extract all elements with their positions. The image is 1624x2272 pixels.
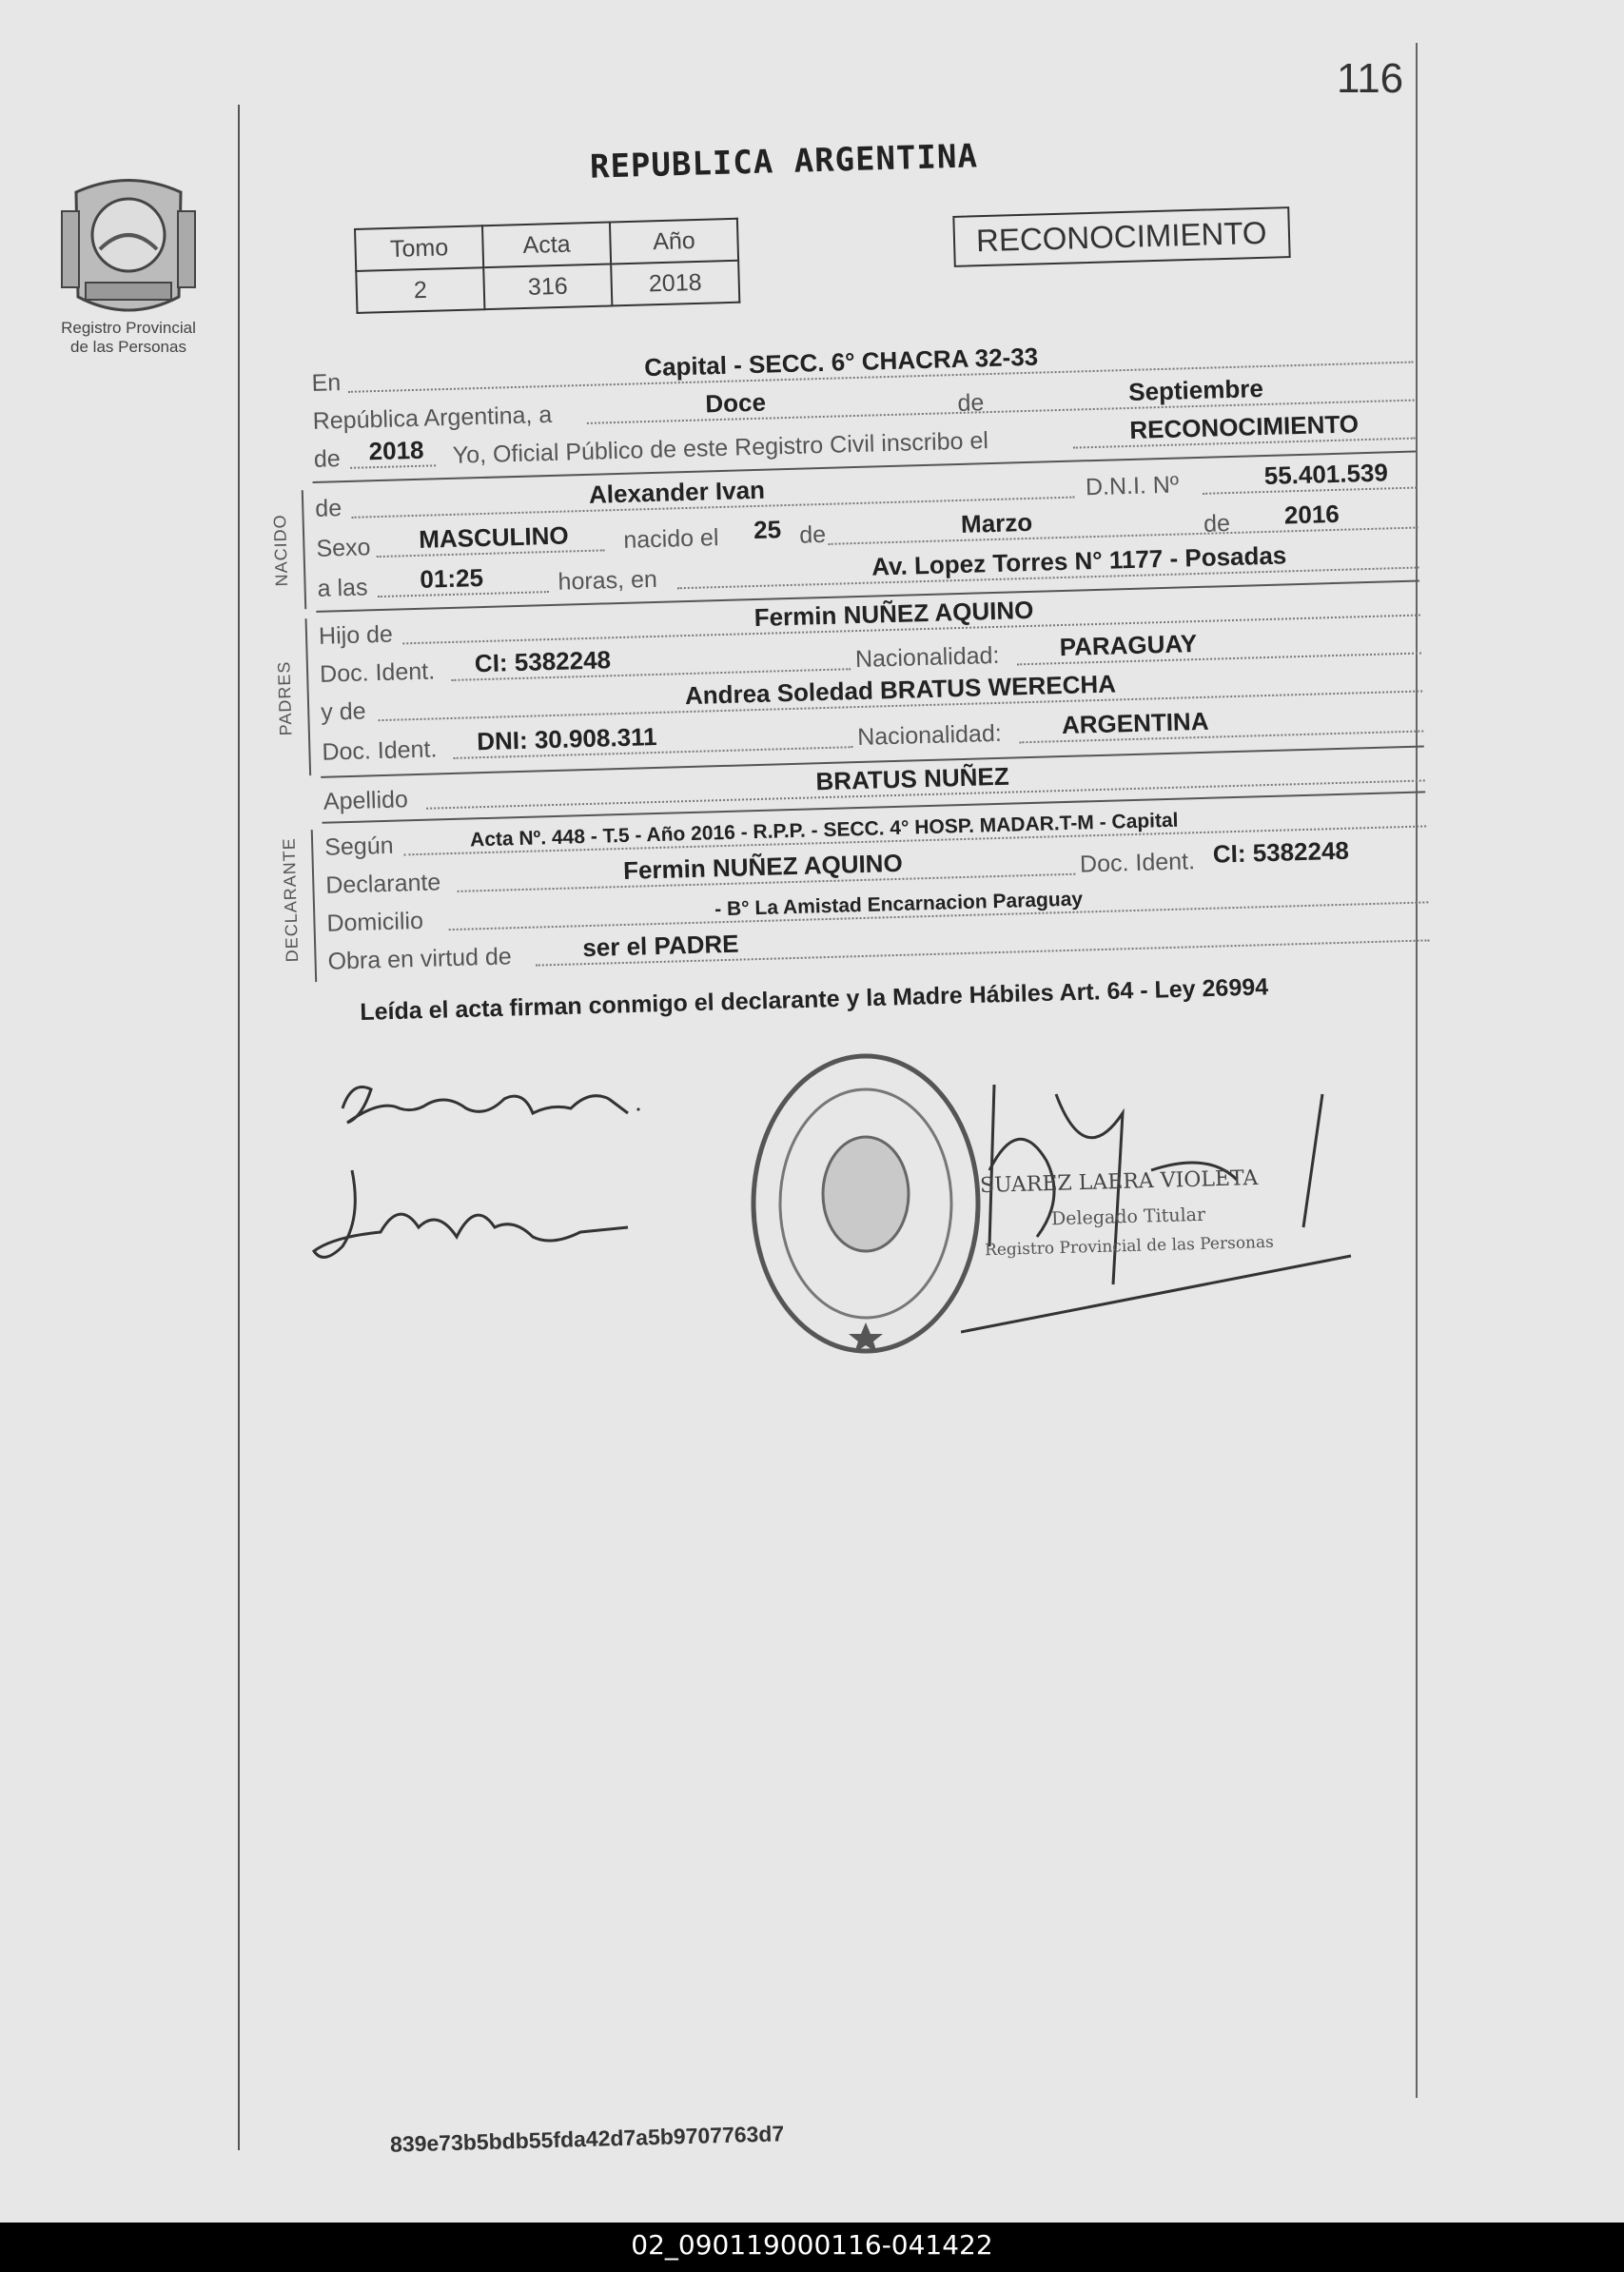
value-father-name: Fermin NUÑEZ AQUINO: [753, 595, 1034, 633]
label-nacido-el: nacido el: [622, 524, 719, 554]
value-reference: Acta Nº. 448 - T.5 - Año 2016 - R.P.P. - SECC. 4° HOSP. MADAR.T-M - Capital: [469, 809, 1179, 852]
value-father-nationality: PARAGUAY: [1059, 629, 1198, 662]
value-day: Doce: [704, 387, 767, 419]
register-header-ano: Año: [610, 219, 738, 264]
registry-caption-line1: Registro Provincial: [61, 319, 196, 337]
signature-father: [323, 1070, 666, 1146]
label-y-de: y de: [320, 697, 366, 726]
label-domicilio: Domicilio: [326, 907, 424, 937]
label-hijo-de: Hijo de: [318, 620, 394, 650]
officer-office: Registro Provincial de las Personas: [984, 1232, 1275, 1261]
register-value-ano: 2018: [611, 261, 739, 306]
section-bar-padres: [305, 618, 312, 775]
label-officer: Yo, Oficial Público de este Registro Civil inscribo el: [452, 427, 989, 469]
value-declarant-doc: CI: 5382248: [1212, 835, 1350, 869]
value-declarant-name: Fermin NUÑEZ AQUINO: [622, 848, 904, 885]
label-de-child: de: [314, 495, 342, 522]
value-birth-month: Marzo: [960, 507, 1033, 539]
value-mother-doc: DNI: 30.908.311: [476, 721, 657, 756]
label-doc-ident-father: Doc. Ident.: [319, 657, 436, 688]
section-bar-nacido: [302, 490, 306, 609]
signature-officer: [961, 1056, 1360, 1342]
record-form: [269, 330, 1445, 1028]
section-label-declarante: DECLARANTE: [279, 836, 303, 963]
label-obra: Obra en virtud de: [327, 943, 513, 975]
section-label-padres: PADRES: [274, 660, 296, 736]
label-en: En: [311, 369, 342, 397]
section-label-nacido: NACIDO: [269, 514, 292, 587]
label-segun: Según: [323, 832, 394, 861]
value-birth-place: Av. Lopez Torres N° 1177 - Posadas: [871, 540, 1287, 581]
label-de-year: de: [313, 445, 342, 473]
value-birth-year: 2016: [1283, 499, 1340, 530]
label-de-month: de: [1203, 510, 1231, 538]
register-header-tomo: Tomo: [355, 225, 483, 271]
register-value-tomo: 2: [356, 267, 484, 313]
register-table: [354, 218, 740, 314]
document-hash: 839e73b5bdb55fda42d7a5b9707763d7: [389, 2121, 785, 2157]
province-emblem-icon: [57, 164, 200, 325]
label-nacionalidad-father: Nacionalidad:: [854, 641, 1000, 674]
left-margin-rule: [238, 105, 240, 2150]
document-title: REPUBLICA ARGENTINA: [589, 137, 979, 186]
label-dni: D.N.I. Nº: [1085, 471, 1180, 501]
value-mother-nationality: ARGENTINA: [1061, 706, 1209, 740]
label-doc-ident-declarant: Doc. Ident.: [1079, 848, 1196, 878]
value-birth-time: 01:25: [420, 562, 484, 594]
officer-name: SUAREZ LAERA VIOLETA: [979, 1165, 1259, 1199]
signature-mother: [304, 1161, 647, 1275]
label-de-day: de: [798, 520, 827, 549]
label-apellido: Apellido: [323, 786, 409, 815]
value-birth-day: 25: [753, 515, 782, 545]
page-number: 116: [1337, 55, 1404, 102]
value-child-name: Alexander Ivan: [588, 475, 766, 509]
label-republica: República Argentina, a: [312, 401, 553, 435]
label-nacionalidad-mother: Nacionalidad:: [856, 719, 1003, 752]
value-act-type: RECONOCIMIENTO: [1128, 409, 1360, 444]
value-mother-name: Andrea Soledad BRATUS WERECHA: [684, 669, 1117, 711]
officer-role: Delegado Titular: [1050, 1204, 1206, 1230]
official-seal-icon: [747, 1047, 985, 1361]
value-place: Capital - SECC. 6° CHACRA 32-33: [643, 342, 1039, 382]
registry-caption-line2: de las Personas: [70, 338, 186, 356]
record-type-box: RECONOCIMIENTO: [952, 206, 1290, 267]
value-father-doc: CI: 5382248: [474, 645, 612, 678]
value-address: - B° La Amistad Encarnacion Paraguay: [714, 888, 1084, 921]
register-header-acta: Acta: [482, 222, 611, 267]
label-a-las: a las: [317, 574, 368, 602]
label-sexo: Sexo: [316, 534, 371, 562]
value-sex: MASCULINO: [418, 520, 570, 554]
label-de: de: [957, 389, 985, 417]
footer-id: 02_090119000116-041422: [631, 2229, 993, 2261]
value-year: 2018: [368, 435, 424, 466]
value-surname: BRATUS NUÑEZ: [815, 761, 1010, 796]
register-value-acta: 316: [483, 264, 612, 309]
label-doc-ident-mother: Doc. Ident.: [322, 735, 438, 766]
value-capacity: ser el PADRE: [581, 929, 739, 963]
value-child-dni: 55.401.539: [1263, 458, 1389, 491]
value-month: Septiembre: [1127, 374, 1264, 406]
label-declarante: Declarante: [324, 869, 441, 899]
section-bar-declarante: [311, 830, 317, 982]
label-horas: horas, en: [558, 565, 658, 596]
legal-note: Leída el acta firman conmigo el declarante y la Madre Hábiles Art. 64 - Ley 26994: [360, 973, 1269, 1026]
registry-caption: [38, 319, 219, 357]
